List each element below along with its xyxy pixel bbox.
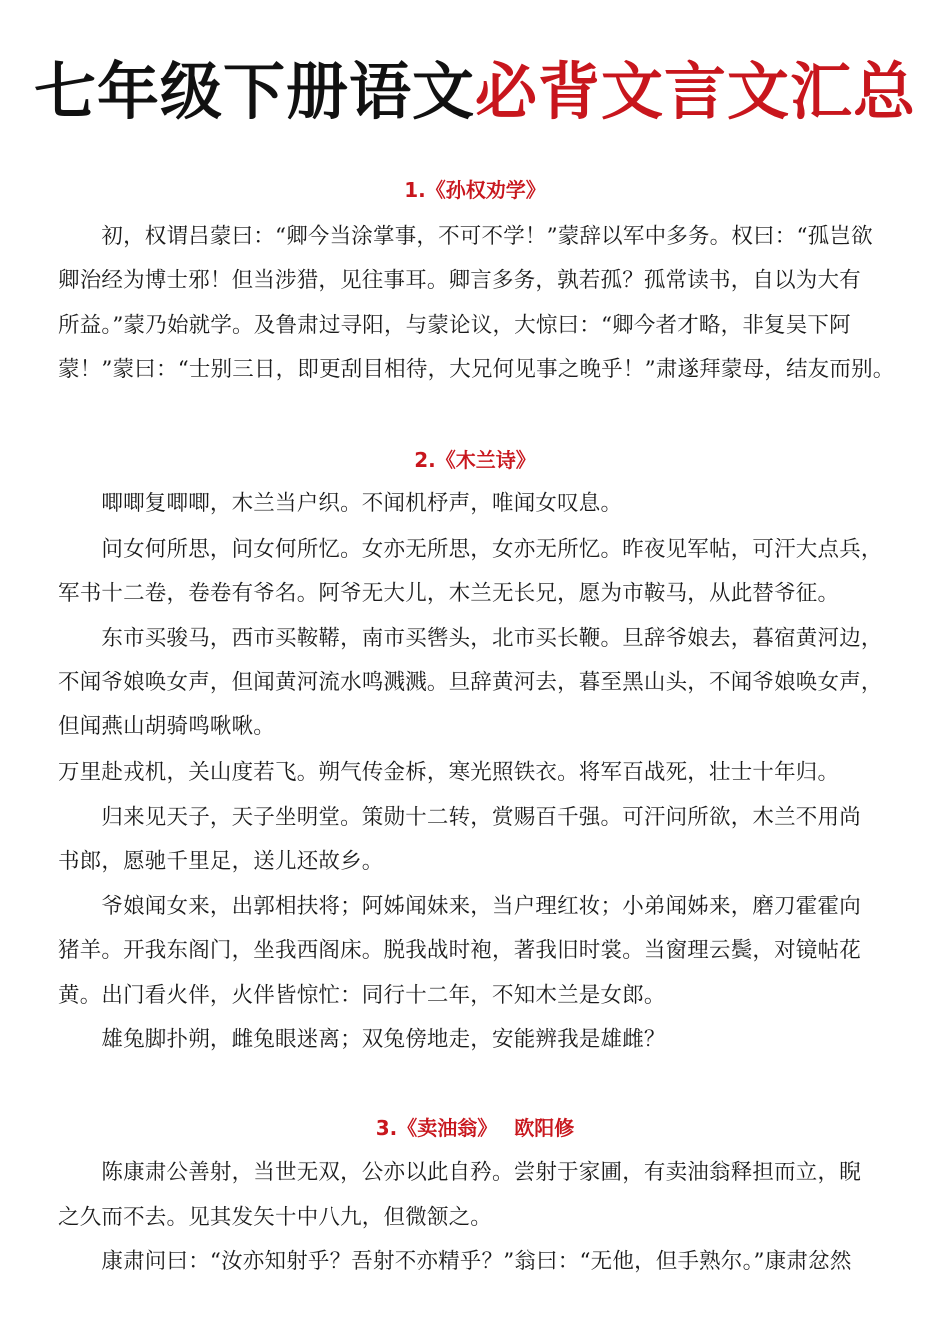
- text-line: 之久而不去。见其发矢十中八九，但微颔之。: [58, 1205, 493, 1230]
- text-line: 猪羊。开我东阁门，坐我西阁床。脱我战时袍，著我旧时裳。当窗理云鬓，对镜帖花: [58, 938, 861, 963]
- text-line: 唧唧复唧唧，木兰当户织。不闻机杼声，唯闻女叹息。: [58, 491, 623, 516]
- section-heading: 3.《卖油翁》 欧阳修: [375, 1116, 575, 1140]
- title-black-part: 七年级下册语文: [33, 55, 475, 128]
- page-title: [0, 52, 950, 132]
- text-line: 东市买骏马，西市买鞍鞯，南市买辔头，北市买长鞭。旦辞爷娘去，暮宿黄河边，: [58, 626, 883, 651]
- text-line: 归来见天子，天子坐明堂。策勋十二转，赏赐百千强。可汗问所欲，木兰不用尚: [58, 805, 861, 830]
- text-line: 蒙！”蒙曰：“士别三日，即更刮目相待，大兄何见事之晚乎！”肃遂拜蒙母，结友而别。: [58, 357, 895, 382]
- text-line: 但闻燕山胡骑鸣啾啾。: [58, 714, 276, 739]
- text-line: 所益。”蒙乃始就学。及鲁肃过寻阳，与蒙论议，大惊曰：“卿今者才略，非复吴下阿: [58, 313, 851, 338]
- title-red-part: 必背文言文汇总: [475, 55, 917, 128]
- text-line: 卿治经为博士邪！但当涉猎，见往事耳。卿言多务，孰若孤？孤常读书，自以为大有: [58, 268, 861, 293]
- text-line: 初，权谓吕蒙曰：“卿今当涂掌事，不可不学！”蒙辞以军中多务。权曰：“孤岂欲: [58, 224, 873, 249]
- text-line: 陈康肃公善射，当世无双，公亦以此自矜。尝射于家圃，有卖油翁释担而立，睨: [58, 1160, 861, 1185]
- text-line: 不闻爷娘唤女声，但闻黄河流水鸣溅溅。旦辞黄河去，暮至黑山头，不闻爷娘唤女声，: [58, 670, 883, 695]
- section-heading: 2.《木兰诗》: [414, 448, 536, 472]
- text-line: 爷娘闻女来，出郭相扶将；阿姊闻妹来，当户理红妆；小弟闻姊来，磨刀霍霍向: [58, 894, 861, 919]
- text-line: 康肃问曰：“汝亦知射乎？吾射不亦精乎？”翁曰：“无他，但手熟尔。”康肃忿然: [58, 1249, 852, 1274]
- text-line: 雄兔脚扑朔，雌兔眼迷离；双兔傍地走，安能辨我是雄雌？: [58, 1027, 666, 1052]
- text-line: 问女何所思，问女何所忆。女亦无所思，女亦无所忆。昨夜见军帖，可汗大点兵，: [58, 537, 883, 562]
- text-line: 书郎，愿驰千里足，送儿还故乡。: [58, 849, 384, 874]
- text-line: 万里赴戎机，关山度若飞。朔气传金柝，寒光照铁衣。将军百战死，壮士十年归。: [58, 760, 840, 785]
- text-line: 黄。出门看火伴，火伴皆惊忙：同行十二年，不知木兰是女郎。: [58, 983, 666, 1008]
- text-line: 军书十二卷，卷卷有爷名。阿爷无大儿，木兰无长兄，愿为市鞍马，从此替爷征。: [58, 581, 840, 606]
- section-heading: 1.《孙权劝学》: [404, 178, 546, 202]
